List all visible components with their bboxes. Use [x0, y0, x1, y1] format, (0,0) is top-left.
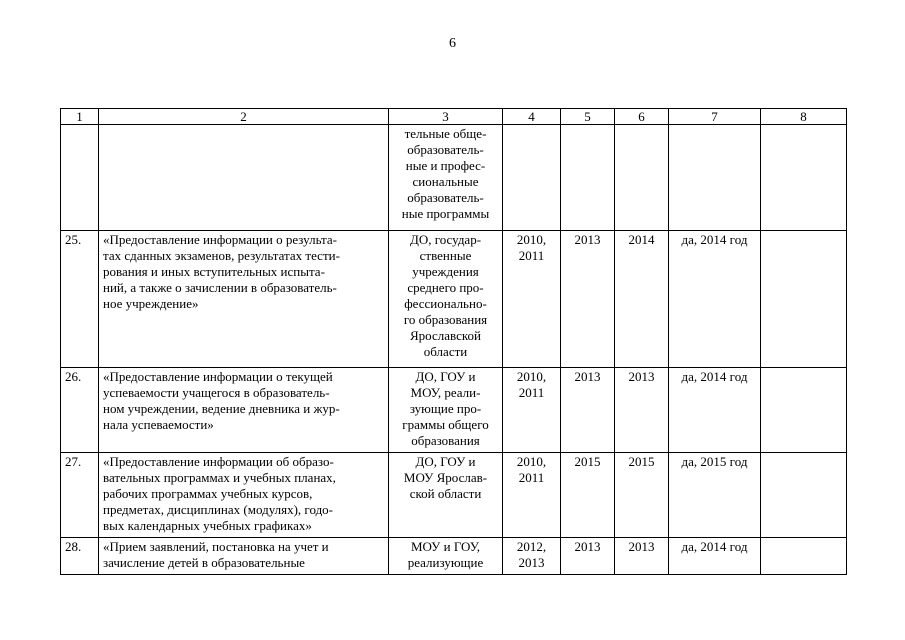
cell-line: зачисление детей в образовательные: [103, 555, 305, 570]
table-row: [61, 368, 847, 453]
row-number-cell: [61, 125, 99, 231]
cell-line: «Предоставление информации о текущей: [103, 369, 333, 384]
cell-line: ном учреждении, ведение дневника и жур-: [103, 401, 340, 416]
header-cell: 7: [669, 109, 761, 125]
cell-line: 2013: [518, 555, 545, 570]
col8-cell: [761, 453, 847, 538]
table-row: [61, 231, 847, 368]
cell-line: ственные: [419, 248, 472, 263]
cell-line: образования: [411, 433, 480, 448]
cell-line: тельные обще-: [404, 126, 487, 141]
row-number-cell: 28.: [61, 538, 99, 575]
cell-line: МОУ, реали-: [410, 385, 481, 400]
col7-cell: да, 2014 год: [669, 538, 761, 575]
row-number-cell: 27.: [61, 453, 99, 538]
service-name-cell: [99, 125, 389, 231]
cell-line: ДО, государ-: [409, 232, 482, 247]
col6-cell: 2015: [615, 453, 669, 538]
col7-cell: да, 2014 год: [669, 368, 761, 453]
cell-line: граммы общего: [402, 417, 489, 432]
table-row: [61, 538, 847, 575]
cell-line: МОУ Ярослав-: [403, 470, 488, 485]
cell-line: ное учреждение»: [103, 296, 199, 311]
table-row: [61, 125, 847, 231]
service-name-cell: [99, 368, 389, 453]
col5-cell: 2013: [561, 538, 615, 575]
header-cell: 6: [615, 109, 669, 125]
service-name-cell: [99, 538, 389, 575]
header-row: [61, 109, 847, 125]
col5-cell: [561, 125, 615, 231]
col6-cell: 2014: [615, 231, 669, 368]
cell-line: 2011: [518, 470, 545, 485]
header-cell: 2: [99, 109, 389, 125]
cell-line: ДО, ГОУ и: [415, 454, 476, 469]
cell-line: вых календарных учебных графиках»: [103, 518, 312, 533]
cell-line: учреждения: [412, 264, 479, 279]
col8-cell: [761, 231, 847, 368]
col8-cell: [761, 125, 847, 231]
header-cell: 8: [761, 109, 847, 125]
organization-cell: [389, 231, 503, 368]
col7-cell: [669, 125, 761, 231]
header-cell: 1: [61, 109, 99, 125]
cell-line: сиональные: [412, 174, 479, 189]
cell-line: среднего про-: [407, 280, 484, 295]
cell-line: вательных программах и учебных планах,: [103, 470, 336, 485]
cell-line: фессионально-: [404, 296, 487, 311]
table-row: [61, 453, 847, 538]
col5-cell: 2015: [561, 453, 615, 538]
organization-cell: [389, 538, 503, 575]
cell-line: ской области: [409, 486, 482, 501]
cell-line: 2010,: [516, 369, 547, 384]
header-cell: 3: [389, 109, 503, 125]
data-table: [60, 108, 847, 575]
header-cell: 4: [503, 109, 561, 125]
header-cell: 5: [561, 109, 615, 125]
years-cell: [503, 125, 561, 231]
cell-line: зующие про-: [409, 401, 482, 416]
cell-line: 2010,: [516, 454, 547, 469]
organization-cell: [389, 368, 503, 453]
years-cell: [503, 538, 561, 575]
col6-cell: 2013: [615, 538, 669, 575]
cell-line: «Прием заявлений, постановка на учет и: [103, 539, 329, 554]
service-name-cell: [99, 453, 389, 538]
cell-line: рования и иных вступительных испыта-: [103, 264, 325, 279]
row-number-cell: 25.: [61, 231, 99, 368]
cell-line: «Предоставление информации об образо-: [103, 454, 334, 469]
cell-line: ДО, ГОУ и: [415, 369, 476, 384]
cell-line: МОУ и ГОУ,: [410, 539, 481, 554]
cell-line: рабочих программах учебных курсов,: [103, 486, 313, 501]
col6-cell: [615, 125, 669, 231]
service-name-cell: [99, 231, 389, 368]
cell-line: 2012,: [516, 539, 547, 554]
cell-line: образователь-: [407, 190, 484, 205]
cell-line: реализующие: [407, 555, 484, 570]
cell-line: ные программы: [401, 206, 490, 221]
cell-line: области: [423, 344, 468, 359]
col5-cell: 2013: [561, 368, 615, 453]
cell-line: «Предоставление информации о результа-: [103, 232, 337, 247]
col5-cell: 2013: [561, 231, 615, 368]
years-cell: [503, 231, 561, 368]
years-cell: [503, 368, 561, 453]
cell-line: образователь-: [407, 142, 484, 157]
row-number-cell: 26.: [61, 368, 99, 453]
page-number: 6: [449, 36, 456, 51]
cell-line: ные и профес-: [405, 158, 486, 173]
cell-line: 2011: [518, 248, 545, 263]
cell-line: 2010,: [516, 232, 547, 247]
organization-cell: [389, 125, 503, 231]
col8-cell: [761, 368, 847, 453]
cell-line: нала успеваемости»: [103, 417, 214, 432]
years-cell: [503, 453, 561, 538]
cell-line: успеваемости учащегося в образователь-: [103, 385, 330, 400]
cell-line: Ярославской: [410, 328, 481, 343]
organization-cell: [389, 453, 503, 538]
cell-line: го образования: [403, 312, 488, 327]
col8-cell: [761, 538, 847, 575]
cell-line: предметах, дисциплинах (модулях), годо-: [103, 502, 334, 517]
col6-cell: 2013: [615, 368, 669, 453]
cell-line: ний, а также о зачислении в образователь-: [103, 280, 337, 295]
cell-line: 2011: [518, 385, 545, 400]
cell-line: тах сданных экзаменов, результатах тести-: [103, 248, 340, 263]
col7-cell: да, 2015 год: [669, 453, 761, 538]
col7-cell: да, 2014 год: [669, 231, 761, 368]
